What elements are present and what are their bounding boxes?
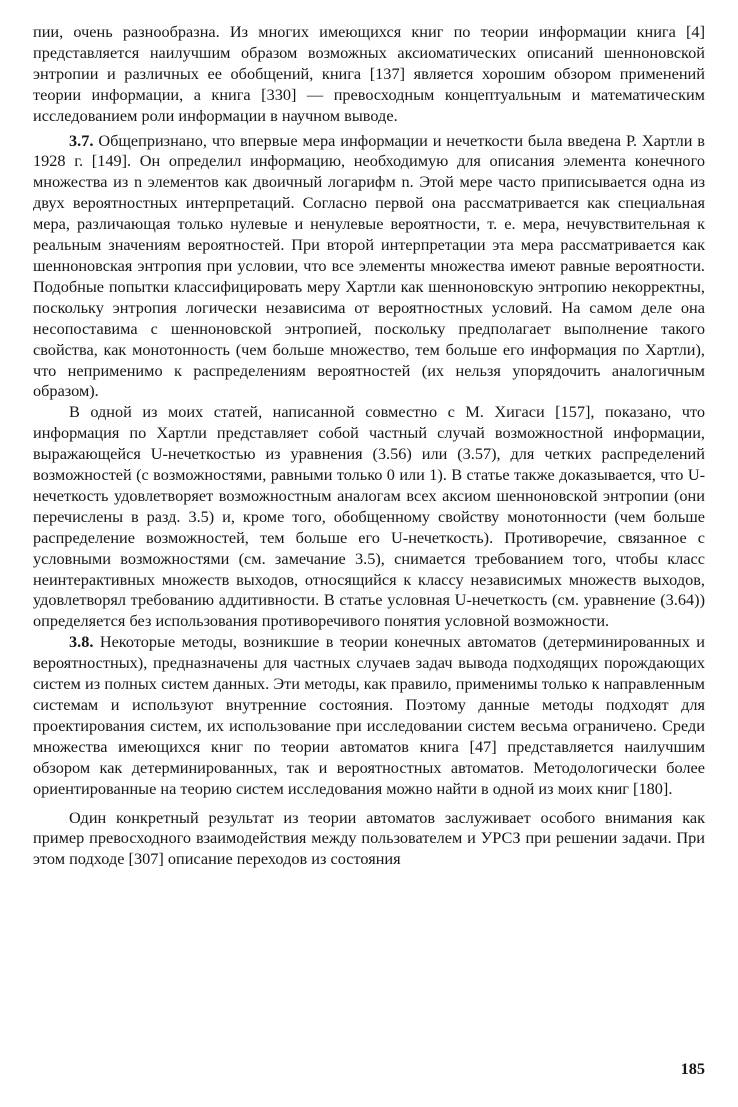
paragraph-higashi — [33, 402, 705, 632]
section-number: 3.7. — [69, 130, 94, 150]
paragraph-text: Некоторые методы, возникшие в теории конечных автоматов (детерминированных и вероятностных), предназначены для частных случаев задач вывода подходящих порождающих систем из полных систем данных. Эти методы, как правило, применимы только к направленным системам и используют внутренние состояния. Поэтому данные методы подходят для проектирования систем, их использование при исследовании систем весьма ограничено. Среди множества имеющихся книг по теории автоматов книга [47] представляется наилучшим обзором как детерминированных, так и вероятностных автоматов. Методологически более ориентированные на теорию систем исследования можно найти в одной из моих книг [180]. — [33, 632, 705, 798]
paragraph-section-3-8 — [33, 632, 705, 799]
paragraph-automata — [33, 808, 705, 871]
paragraph-text: Общепризнано, что впервые мера информации и нечеткости была введена Р. Хартли в 1928 г. [149]. Он определил информацию, необходимую для описания элемента конечного множества из n элементов как двоичный логарифм n. Этой мере часто приписывается одна из двух вероятностных интерпретаций. Согласно первой она рассматривается как специальная мера, различающая только нулевые и ненулевые вероятности, т. е. мера, нечувствительная к реальным значениям вероятностей. При второй интерпретации эта мера рассматривается как шенноновская энтропия при условии, что все элементы множества имеют равные вероятности. Подобные попытки классифицировать меру Хартли как шенноновскую энтропию некорректны, поскольку энтропия логически независима от вероятностных условий. На самом деле она несопоставима с шенноновской энтропией, поскольку предполагает выполнение такого свойства, как монотонность (чем больше множество, тем больше его информация по Хартли), что неприменимо к распределениям вероятностей (их нельзя упорядочить аналогичным образом). — [33, 130, 705, 401]
page-body — [33, 22, 705, 870]
paragraph-section-3-7 — [33, 131, 705, 403]
paragraph-text: В одной из моих статей, написанной совместно с М. Хигаси [157], показано, что информация по Хартли представляет собой частный случай возможностной информации, выражающейся U-нечеткостью из уравнения (3.56) или (3.57), для четких распределений возможностей (с возможностями, равными только 0 или 1). В статье также доказывается, что U-нечеткость удовлетворяет возможностным аналогам всех аксиом шенноновской энтропии (они перечислены в разд. 3.5) и, кроме того, обобщенному свойству монотонности (чем больше распределение возможностей, тем больше его U-нечеткость). Противоречие, связанное с условными возможностями (см. замечание 3.5), снимается требованием того, чтобы класс неинтерактивных множеств выходов, относящийся к классу независимых множеств выходов, удовлетворял требованию аддитивности. В статье условная U-нечеткость (см. уравнение (3.64)) определяется без использования противоречивого понятия условной возможности. — [33, 402, 705, 631]
paragraph-text: Один конкретный результат из теории автоматов заслуживает особого внимания как пример превосходного взаимодействия между пользователем и УРСЗ при решении задачи. При этом подходе [307] описание переходов из состояния — [33, 807, 705, 869]
page-number: 185 — [680, 1059, 705, 1078]
paragraph-text: пии, очень разнообразна. Из многих имеющихся книг по теории информации книга [4] представляется наилучшим образом возможных аксиоматических описаний шенноновской энтропии и различных ее обобщений, книга [137] является хорошим обзором применений теории информации, а книга [330] — превосходным концептуальным и математическим исследованием роли информации в научном выводе. — [33, 22, 705, 125]
paragraph-continuation — [33, 22, 705, 127]
section-number: 3.8. — [69, 632, 94, 652]
